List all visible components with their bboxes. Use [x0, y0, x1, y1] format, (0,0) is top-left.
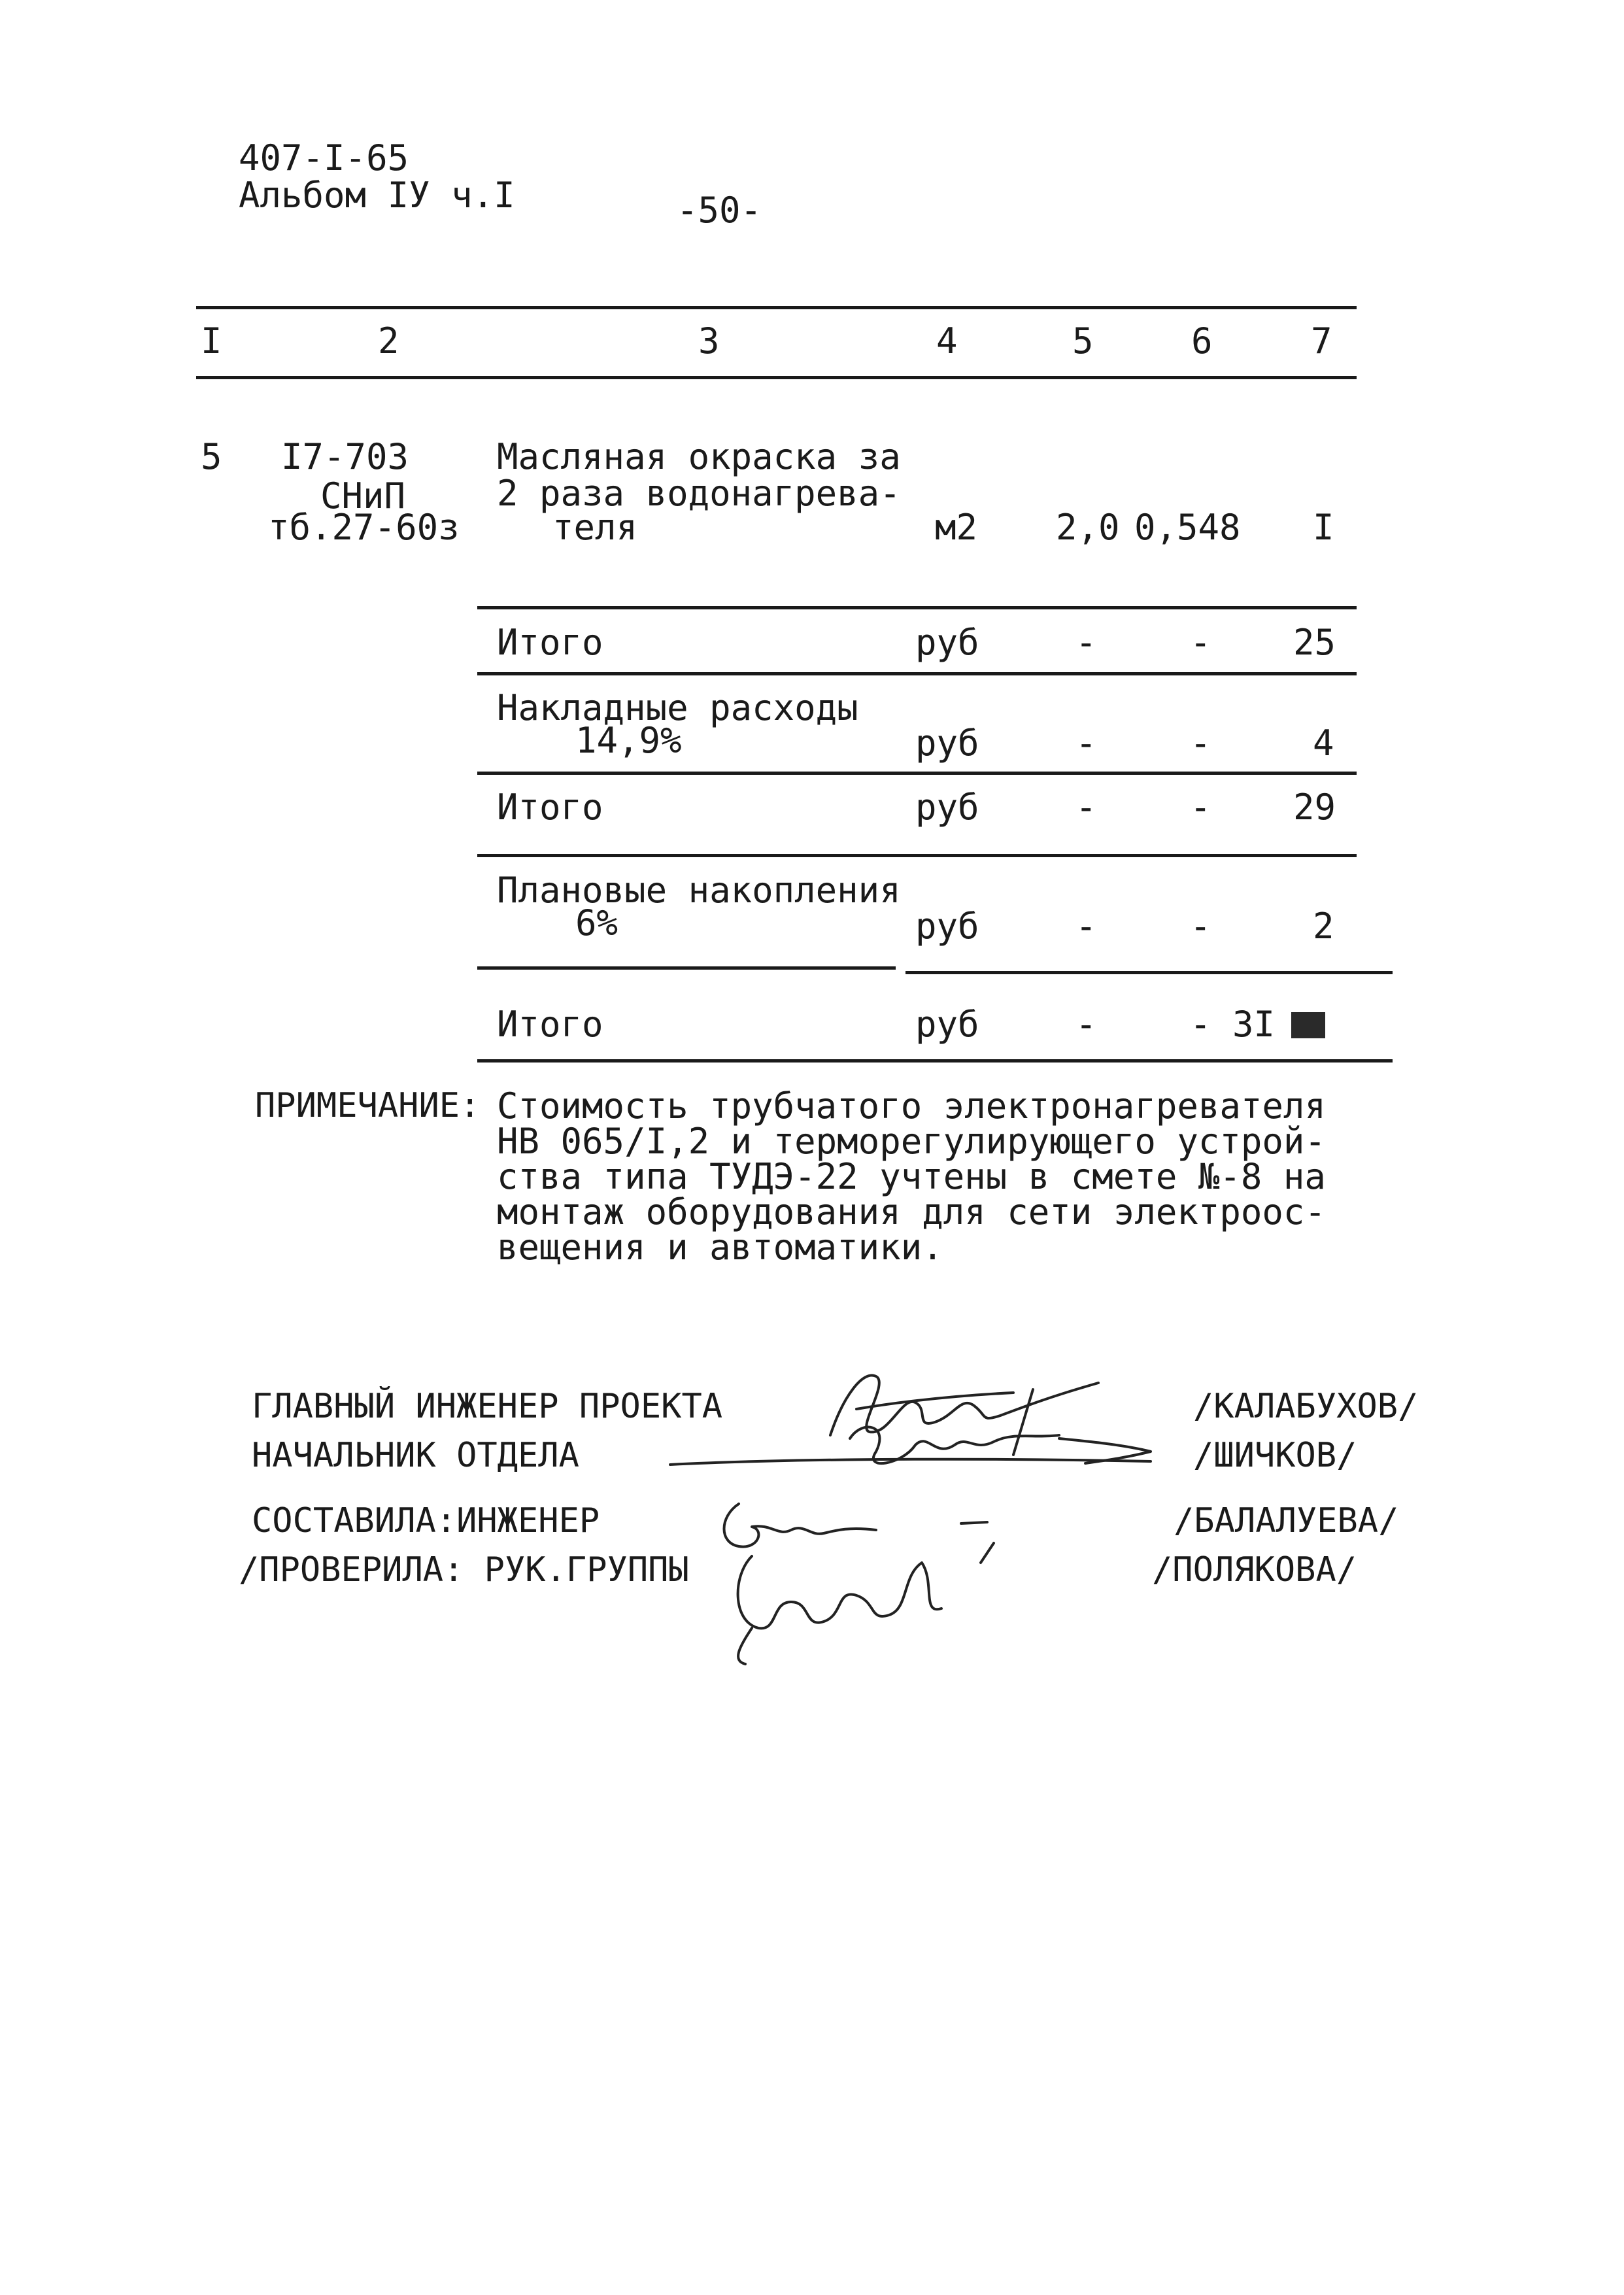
signature-name: /БАЛАЛУЕВА/ [1174, 1501, 1399, 1540]
summary-label: Плановые накопления [497, 870, 901, 911]
row-description-line: Масляная окраска за [497, 436, 901, 477]
note-label: ПРИМЕЧАНИЕ: [255, 1086, 481, 1125]
summary-col5: - [1075, 622, 1097, 663]
note-line: монтаж оборудования для сети электроос- [497, 1191, 1326, 1232]
column-header: 5 [1072, 320, 1094, 362]
summary-rule [477, 606, 1357, 609]
summary-rule [905, 971, 1393, 974]
summary-col6: - [1190, 787, 1211, 828]
note-line: Стоимость трубчатого электронагревателя [497, 1085, 1326, 1127]
column-header: 3 [698, 320, 720, 362]
summary-col6: - [1190, 906, 1211, 947]
summary-rule [477, 672, 1357, 675]
summary-col5: - [1075, 722, 1097, 764]
summary-label: Итого [497, 1004, 603, 1045]
row-description-line: теля [552, 507, 638, 548]
summary-col6: - [1190, 622, 1211, 663]
summary-col5: - [1075, 906, 1097, 947]
summary-rule [477, 966, 896, 970]
table-bottom-rule [477, 1059, 1393, 1062]
row-description-line: 2 раза водонагрева- [497, 473, 901, 514]
summary-unit: руб [915, 1004, 979, 1045]
row-total: I [1313, 507, 1334, 548]
summary-unit: руб [915, 722, 979, 764]
summary-col5: - [1075, 787, 1097, 828]
summary-col6: - [1190, 722, 1211, 764]
row-unit-price: 0,548 [1134, 507, 1241, 548]
summary-col7: 4 [1313, 722, 1334, 764]
handwritten-signature [713, 1537, 1026, 1667]
note-line: ства типа ТУДЭ-22 учтены в смете №-8 на [497, 1156, 1326, 1197]
signature-name: /ПОЛЯКОВА/ [1152, 1550, 1357, 1590]
summary-col5: - [1075, 1004, 1097, 1045]
signature-role: СОСТАВИЛА:ИНЖЕНЕР [252, 1501, 600, 1540]
handwritten-signature [667, 1412, 1164, 1497]
signature-name: /ШИЧКОВ/ [1193, 1436, 1357, 1475]
column-header: 7 [1311, 320, 1332, 362]
summary-unit: руб [915, 622, 979, 663]
page-number: -50- [677, 190, 762, 231]
summary-col7: 29 [1293, 787, 1336, 828]
column-header: 2 [378, 320, 399, 362]
summary-col7: 25 [1293, 622, 1336, 663]
summary-rule [477, 854, 1357, 857]
column-header: I [201, 320, 222, 362]
album-label: Альбом IУ ч.I [239, 175, 515, 216]
summary-label: 6% [575, 902, 618, 944]
summary-label: Итого [497, 622, 603, 663]
signature-role: /ПРОВЕРИЛА: РУК.ГРУППЫ [239, 1550, 689, 1590]
row-number: 5 [201, 436, 222, 477]
table-header-rule [196, 376, 1357, 379]
signature-name: /КАЛАБУХОВ/ [1193, 1387, 1419, 1426]
row-code-line: СНиП [320, 475, 406, 517]
table-top-rule [196, 306, 1357, 309]
summary-label: 14,9% [575, 720, 682, 761]
summary-rule [477, 772, 1357, 775]
row-code-line: тб.27-60з [268, 507, 460, 548]
note-line: вещения и автоматики. [497, 1227, 943, 1268]
summary-col7: 2 [1313, 906, 1334, 947]
note-line: НВ 065/I,2 и терморегулирующего устрой- [497, 1121, 1326, 1162]
summary-col7: 3I [1232, 1004, 1276, 1045]
row-code-line: I7-703 [281, 436, 409, 477]
row-unit: м2 [935, 507, 978, 548]
summary-label: Итого [497, 787, 603, 828]
column-header: 4 [936, 320, 958, 362]
strikeout-mark [1291, 1012, 1325, 1038]
summary-col6: - [1190, 1004, 1211, 1045]
document-number: 407-I-65 [239, 137, 409, 178]
column-header: 6 [1191, 320, 1213, 362]
row-quantity: 2,0 [1056, 507, 1120, 548]
signature-role: ГЛАВНЫЙ ИНЖЕНЕР ПРОЕКТА [252, 1387, 723, 1426]
summary-label: Накладные расходы [497, 687, 858, 728]
summary-unit: руб [915, 906, 979, 947]
signature-role: НАЧАЛЬНИК ОТДЕЛА [252, 1436, 579, 1475]
summary-unit: руб [915, 787, 979, 828]
